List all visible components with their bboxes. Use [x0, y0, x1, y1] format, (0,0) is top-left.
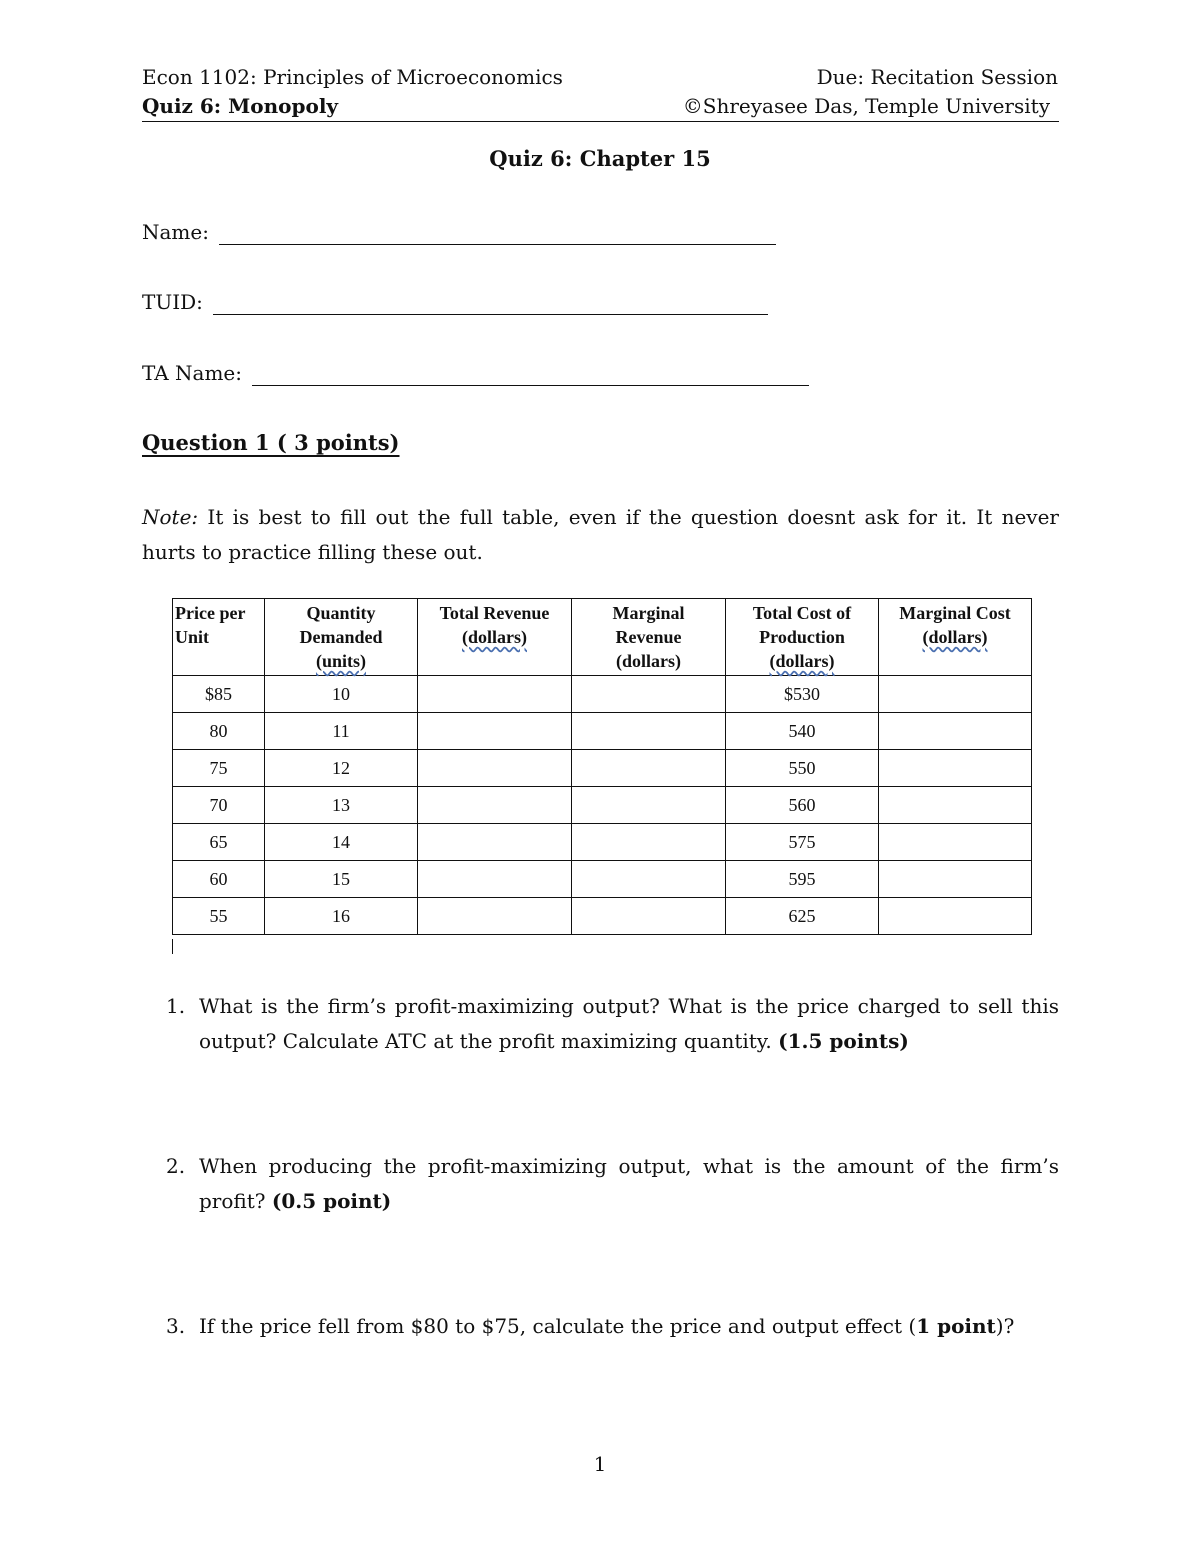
table-row [173, 787, 1032, 824]
header-total-cost-line3: (dollars) [769, 651, 835, 671]
table-row [173, 750, 1032, 787]
marginal-revenue-cell[interactable] [572, 898, 726, 935]
page-number: 1 [593, 1452, 607, 1476]
price-cell: 55 [173, 898, 265, 935]
quantity-cell: 14 [265, 824, 418, 861]
header-marginal-revenue-line3: (dollars) [616, 651, 681, 671]
note-label: Note: [142, 505, 199, 529]
ta-name-label: TA Name: [142, 361, 243, 385]
question-1-heading: Question 1 ( 3 points) [142, 430, 400, 455]
price-cell: 80 [173, 713, 265, 750]
header-marginal-revenue-line1: Marginal [612, 603, 685, 623]
table-row [173, 676, 1032, 713]
question-points: (0.5 point) [271, 1189, 392, 1213]
quantity-cell: 12 [265, 750, 418, 787]
due-date: Due: Recitation Session [816, 65, 1058, 89]
header-price [173, 599, 265, 676]
question-text: If the price fell from $80 to $75, calculate the price and output effect ( [199, 1314, 917, 1338]
marginal-cost-cell[interactable] [879, 713, 1032, 750]
marginal-revenue-cell[interactable] [572, 824, 726, 861]
note-text: It is best to fill out the full table, even if the question doesnt ask for it. It never hurts to practice filling these out. [142, 505, 1059, 564]
question-text: When producing the profit-maximizing output, what is the amount of the firm’s profit? [199, 1154, 1059, 1213]
question-points: (1.5 points) [778, 1029, 909, 1053]
question-item-1 [166, 989, 1059, 1059]
header-quantity-line1: Quantity [306, 603, 376, 623]
price-cell: 75 [173, 750, 265, 787]
price-cell: 60 [173, 861, 265, 898]
header-price-line1: Price per [175, 603, 246, 623]
table-edge-mark [172, 939, 173, 954]
name-field [142, 219, 776, 245]
question-points: 1 point [916, 1314, 996, 1338]
name-label: Name: [142, 220, 209, 244]
header-marginal-revenue-line2: Revenue [615, 627, 682, 647]
question-suffix: )? [995, 1314, 1015, 1338]
total-revenue-cell[interactable] [418, 898, 572, 935]
question-text: What is the firm’s profit-maximizing output? What is the price charged to sell this output? Calculate ATC at the profit maximizing quantity. [199, 994, 1059, 1053]
header-total-cost [726, 599, 879, 676]
marginal-revenue-cell[interactable] [572, 713, 726, 750]
header-marginal-cost-line1: Marginal Cost [899, 603, 1011, 623]
header-quantity-line3: (units) [315, 651, 366, 671]
total-cost-cell: 550 [726, 750, 879, 787]
question-number: 1. [166, 994, 186, 1018]
quantity-cell: 16 [265, 898, 418, 935]
total-cost-cell: 625 [726, 898, 879, 935]
table-header-row [173, 599, 1032, 676]
total-revenue-cell[interactable] [418, 787, 572, 824]
header-marginal-cost [879, 599, 1032, 676]
header-marginal-cost-line2: (dollars) [922, 627, 988, 647]
question-item-2 [166, 1149, 1059, 1219]
note-paragraph [142, 500, 1059, 570]
tuid-field [142, 289, 768, 315]
course-title: Econ 1102: Principles of Microeconomics [142, 65, 563, 89]
marginal-cost-cell[interactable] [879, 898, 1032, 935]
question-item-3 [166, 1309, 1059, 1344]
header-divider [142, 121, 1059, 122]
price-cell: 70 [173, 787, 265, 824]
marginal-cost-cell[interactable] [879, 676, 1032, 713]
header-total-revenue [418, 599, 572, 676]
header-total-revenue-line2: (dollars) [462, 627, 527, 647]
page-title: Quiz 6: Chapter 15 [489, 146, 711, 171]
header-marginal-revenue [572, 599, 726, 676]
question-number: 2. [166, 1154, 186, 1178]
header-total-cost-line2: Production [759, 627, 845, 647]
quantity-cell: 13 [265, 787, 418, 824]
header-price-line2: Unit [175, 627, 210, 647]
total-cost-cell: 575 [726, 824, 879, 861]
marginal-cost-cell[interactable] [879, 787, 1032, 824]
header-total-cost-line1: Total Cost of [752, 603, 852, 623]
price-cell: $85 [173, 676, 265, 713]
header-total-revenue-line1: Total Revenue [439, 603, 550, 623]
total-cost-cell: 560 [726, 787, 879, 824]
header-quantity [265, 599, 418, 676]
table-row [173, 861, 1032, 898]
header-quantity-line2: Demanded [299, 627, 383, 647]
marginal-revenue-cell[interactable] [572, 676, 726, 713]
quantity-cell: 11 [265, 713, 418, 750]
ta-name-blank-line[interactable] [252, 365, 809, 386]
tuid-label: TUID: [142, 290, 203, 314]
marginal-revenue-cell[interactable] [572, 861, 726, 898]
marginal-revenue-cell[interactable] [572, 787, 726, 824]
marginal-cost-cell[interactable] [879, 750, 1032, 787]
quiz-title: Quiz 6: Monopoly [142, 94, 339, 118]
tuid-blank-line[interactable] [213, 294, 768, 315]
total-cost-cell: $530 [726, 676, 879, 713]
total-cost-cell: 540 [726, 713, 879, 750]
marginal-revenue-cell[interactable] [572, 750, 726, 787]
table-row [173, 898, 1032, 935]
total-revenue-cell[interactable] [418, 824, 572, 861]
table-row [173, 824, 1032, 861]
price-cell: 65 [173, 824, 265, 861]
author-credit: ©Shreyasee Das, Temple University [682, 94, 1050, 118]
question-number: 3. [166, 1314, 186, 1338]
marginal-cost-cell[interactable] [879, 861, 1032, 898]
total-revenue-cell[interactable] [418, 861, 572, 898]
quantity-cell: 15 [265, 861, 418, 898]
total-cost-cell: 595 [726, 861, 879, 898]
table-row [173, 713, 1032, 750]
total-revenue-cell[interactable] [418, 676, 572, 713]
name-blank-line[interactable] [219, 224, 776, 245]
revenue-cost-table [172, 598, 1032, 935]
ta-name-field [142, 360, 809, 386]
marginal-cost-cell[interactable] [879, 824, 1032, 861]
total-revenue-cell[interactable] [418, 713, 572, 750]
total-revenue-cell[interactable] [418, 750, 572, 787]
quantity-cell: 10 [265, 676, 418, 713]
